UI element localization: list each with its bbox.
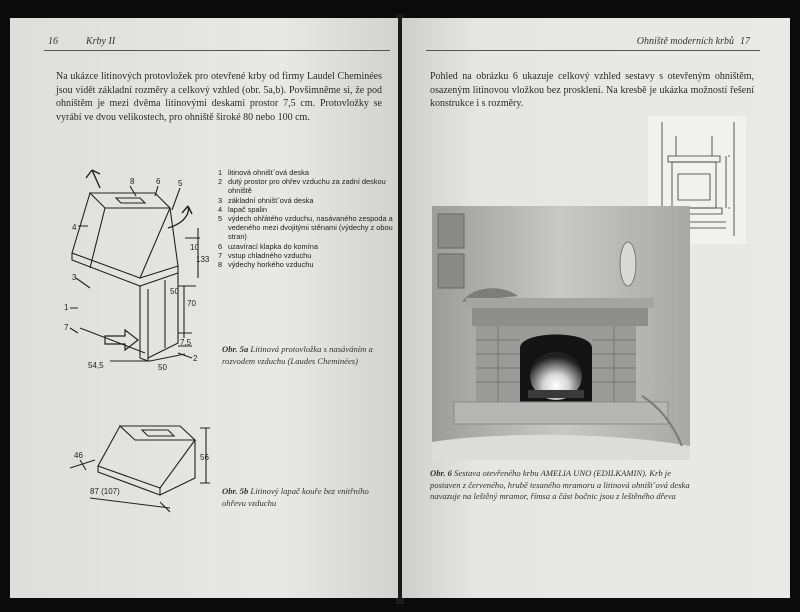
- caption-6: [430, 468, 694, 503]
- left-header-title: Krby II: [86, 36, 116, 47]
- dim-46: 46: [74, 451, 83, 460]
- dim-50b: 50: [158, 363, 167, 372]
- dim-54-5: 54,5: [88, 361, 104, 370]
- legend-item: 8 výdechy horkého vzduchu: [218, 260, 314, 270]
- dim-7-5: 7,5: [180, 338, 192, 347]
- left-page-number: 16: [48, 36, 58, 47]
- left-intro-paragraph: Na ukázce litinových protovložek pro otevřené krby od firmy Laudel Cheminées jsou vidět základní rozměry a celkový vzhled (obr. 5a,b). Povšimněme si, že pod ohništěm je mezi dvěma litinovými deskami prostor 7,5 cm. Protovložky se vyrábí ve dvou velikostech, pro ohniště široké 80 nebo 100 cm.: [56, 71, 382, 123]
- hood-top-plate: [90, 193, 170, 208]
- dim-50a: 50: [170, 287, 179, 296]
- trap-top: [120, 426, 195, 440]
- dim-10: 10: [190, 243, 199, 252]
- right-intro-paragraph: Pohled na obrázku 6 ukazuje celkový vzhled sestavy s otevřeným ohništěm, osazeným litinovou vložkou bez prosklení. Na kresbě je ukázka možností řešení konstrukce i s rozměry.: [430, 71, 754, 109]
- caption-5b-label: Obr. 5b: [222, 486, 249, 496]
- caption-6-label: Obr. 6: [430, 468, 452, 478]
- base-plate: [80, 328, 145, 353]
- label-1: 1: [64, 303, 69, 312]
- caption-5a-label: Obr. 5a: [222, 344, 249, 354]
- legend-item: 6 uzavírací klapka do komína: [218, 241, 318, 251]
- label-8: 8: [130, 177, 135, 186]
- legend-item: 3 základní ohništˇová deska: [218, 195, 314, 205]
- label-3: 3: [72, 273, 77, 282]
- caption-5b: [222, 486, 387, 509]
- legend-item: 5 výdech ohřátého vzduchu, nasávaného zespoda a vedeného mezi dvojitými stěnami (výdechy z obou stran): [218, 214, 393, 242]
- right-page-number: 17: [740, 36, 750, 47]
- back-plate: [140, 286, 148, 361]
- dim-70: 70: [187, 299, 196, 308]
- fireplace-photo: [432, 206, 690, 460]
- left-page: [10, 18, 398, 598]
- left-header-rule: [44, 50, 390, 51]
- caption-5b-text: Litinový lapač kouře bez vnitřního ohřevu vzduchu: [222, 486, 369, 508]
- diagram-legend: [218, 168, 393, 269]
- dim-56: 56: [200, 453, 209, 462]
- diagram-5b: [50, 398, 220, 518]
- dim-133: 133: [196, 255, 210, 264]
- label-4: 4: [72, 223, 77, 232]
- dim-87: 87 (107): [90, 487, 120, 496]
- caption-6-text: Sestava otevřeného krbu AMELIA UNO (EDILKAMIN). Krb je postaven z červeného, hrubě tesaného mramoru a litinová ohništˇová deska navazuje na leštěný mramor, římsa a část bočnic jsou z leštěného dřeva: [430, 468, 690, 501]
- label-2: 2: [193, 354, 198, 363]
- caption-5a-text: Litinová protovložka s nasáváním a rozvodem vzduchu (Laudes Cheminées): [222, 344, 373, 366]
- legend-item: 2 dutý prostor pro ohřev vzduchu za zadní deskou ohniště: [218, 177, 386, 196]
- legend-item: 7 vstup chladného vzduchu: [218, 250, 312, 260]
- label-6: 6: [156, 177, 161, 186]
- caption-5a: [222, 344, 387, 367]
- right-header-rule: [426, 50, 760, 51]
- label-7: 7: [64, 323, 69, 332]
- legend-item: 1 litinová ohništˇová deska: [218, 168, 309, 177]
- right-page: [402, 18, 790, 598]
- right-header-title: Ohniště moderních krbů: [636, 36, 734, 47]
- label-5: 5: [178, 179, 183, 188]
- legend-item: 4 lapač spalin: [218, 204, 268, 214]
- diagram-5a: [50, 158, 220, 372]
